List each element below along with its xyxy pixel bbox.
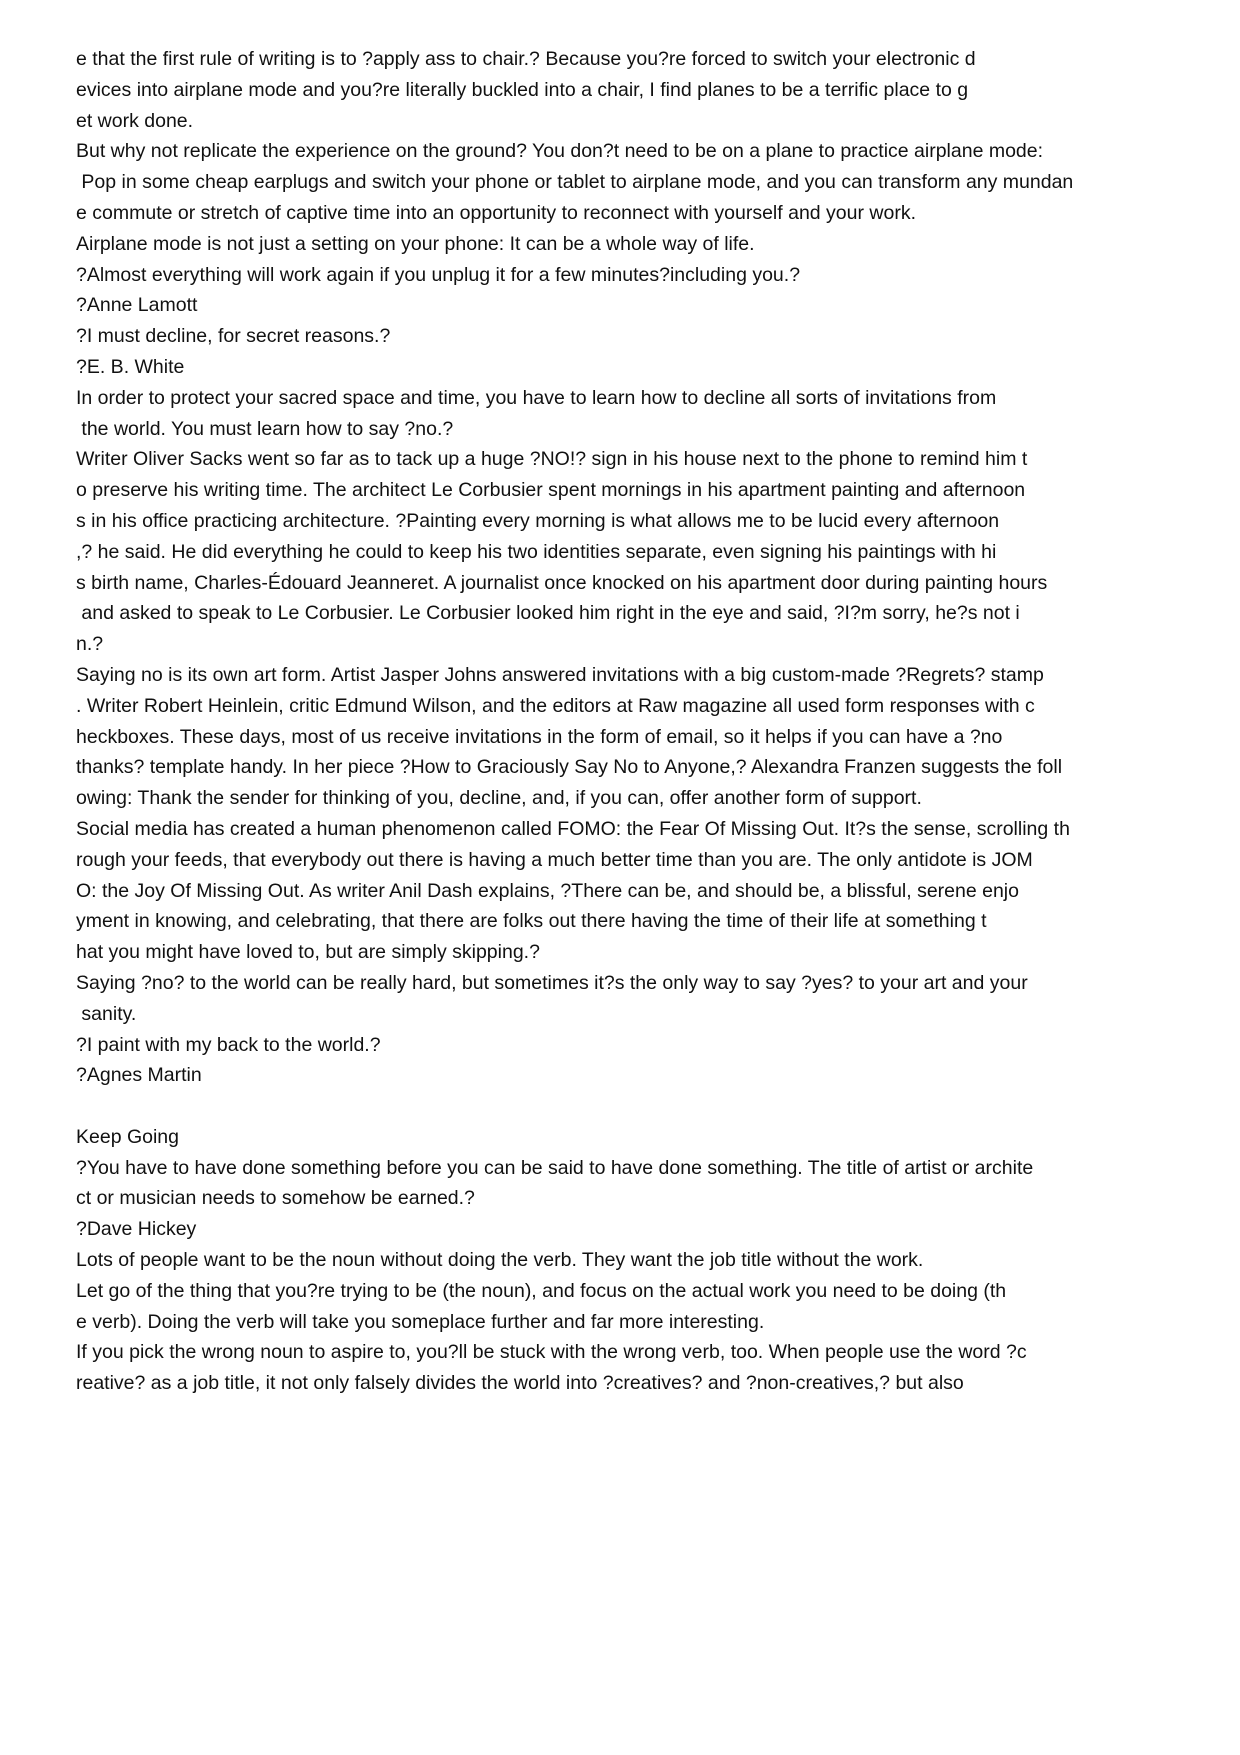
text-line: Social media has created a human phenomenon called FOMO: the Fear Of Missing Out. It?s the sense, scrolling th (76, 817, 1070, 840)
text-line: ?Anne Lamott (76, 294, 198, 317)
text-line: Keep Going (76, 1125, 179, 1148)
text-line: the world. You must learn how to say ?no.? (76, 417, 454, 440)
text-line: s in his office practicing architecture. ?Painting every morning is what allows me to be lucid every afternoon (76, 509, 1000, 532)
text-line: evices into airplane mode and you?re literally buckled into a chair, I find planes to be a terrific place to g (76, 78, 969, 101)
text-line: ct or musician needs to somehow be earned.? (76, 1187, 475, 1210)
text-line: . Writer Robert Heinlein, critic Edmund Wilson, and the editors at Raw magazine all used form responses with c (76, 694, 1035, 717)
text-line: o preserve his writing time. The architect Le Corbusier spent mornings in his apartment painting and afternoon (76, 479, 1026, 502)
text-line: ?Almost everything will work again if you unplug it for a few minutes?including you.? (76, 263, 801, 286)
text-line: Saying ?no? to the world can be really hard, but sometimes it?s the only way to say ?yes? to your art and your (76, 971, 1028, 994)
text-line: et work done. (76, 109, 194, 132)
text-line: Pop in some cheap earplugs and switch your phone or tablet to airplane mode, and you can transform any mundan (76, 171, 1074, 194)
text-line: e that the first rule of writing is to ?apply ass to chair.? Because you?re forced to switch your electronic d (76, 48, 976, 70)
document-body-text (76, 44, 1196, 1399)
text-line: ?E. B. White (76, 355, 185, 378)
text-line: s birth name, Charles-Édouard Jeanneret. A journalist once knocked on his apartment door during painting hours (76, 571, 1048, 594)
text-line: owing: Thank the sender for thinking of you, decline, and, if you can, offer another form of support. (76, 787, 922, 810)
text-line: ?Agnes Martin (76, 1064, 202, 1087)
text-line: yment in knowing, and celebrating, that there are folks out there having the time of their life at something t (76, 910, 987, 933)
text-line: and asked to speak to Le Corbusier. Le Corbusier looked him right in the eye and said, ?I?m sorry, he?s not i (76, 602, 1020, 625)
text-line: But why not replicate the experience on the ground? You don?t need to be on a plane to practice airplane mode: (76, 140, 1044, 163)
text-line: Writer Oliver Sacks went so far as to tack up a huge ?NO!? sign in his house next to the phone to remind him t (76, 448, 1028, 471)
text-line: ?You have to have done something before you can be said to have done something. The title of artist or archite (76, 1156, 1034, 1179)
text-line (76, 1091, 1196, 1122)
text-line: ?I must decline, for secret reasons.? (76, 325, 391, 348)
text-line: O: the Joy Of Missing Out. As writer Anil Dash explains, ?There can be, and should be, a blissful, serene enjo (76, 879, 1019, 902)
text-line: Airplane mode is not just a setting on your phone: It can be a whole way of life. (76, 232, 755, 255)
text-line: Lots of people want to be the noun without doing the verb. They want the job title without the work. (76, 1249, 924, 1272)
text-line: ?I paint with my back to the world.? (76, 1033, 381, 1056)
text-line: heckboxes. These days, most of us receive invitations in the form of email, so it helps if you can have a ?no (76, 725, 1003, 748)
text-line: rough your feeds, that everybody out there is having a much better time than you are. The only antidote is JOM (76, 848, 1033, 871)
text-line: sanity. (76, 1002, 137, 1025)
text-line: thanks? template handy. In her piece ?How to Graciously Say No to Anyone,? Alexandra Franzen suggests the foll (76, 756, 1063, 779)
text-line: reative? as a job title, it not only falsely divides the world into ?creatives? and ?non-creatives,? but also (76, 1372, 964, 1395)
text-line: n.? (76, 633, 104, 656)
text-line: Saying no is its own art form. Artist Jasper Johns answered invitations with a big custom-made ?Regrets? stamp (76, 663, 1044, 686)
text-line: In order to protect your sacred space and time, you have to learn how to decline all sorts of invitations from (76, 386, 997, 409)
text-line: e verb). Doing the verb will take you someplace further and far more interesting. (76, 1310, 765, 1333)
text-line: Let go of the thing that you?re trying to be (the noun), and focus on the actual work you need to be doing (th (76, 1279, 1007, 1302)
text-line: hat you might have loved to, but are simply skipping.? (76, 941, 540, 964)
text-line: If you pick the wrong noun to aspire to, you?ll be stuck with the wrong verb, too. When people use the word ?c (76, 1341, 1027, 1364)
text-line: ,? he said. He did everything he could to keep his two identities separate, even signing his paintings with hi (76, 540, 997, 563)
text-line: ?Dave Hickey (76, 1218, 197, 1241)
text-line: e commute or stretch of captive time into an opportunity to reconnect with yourself and your work. (76, 201, 916, 224)
